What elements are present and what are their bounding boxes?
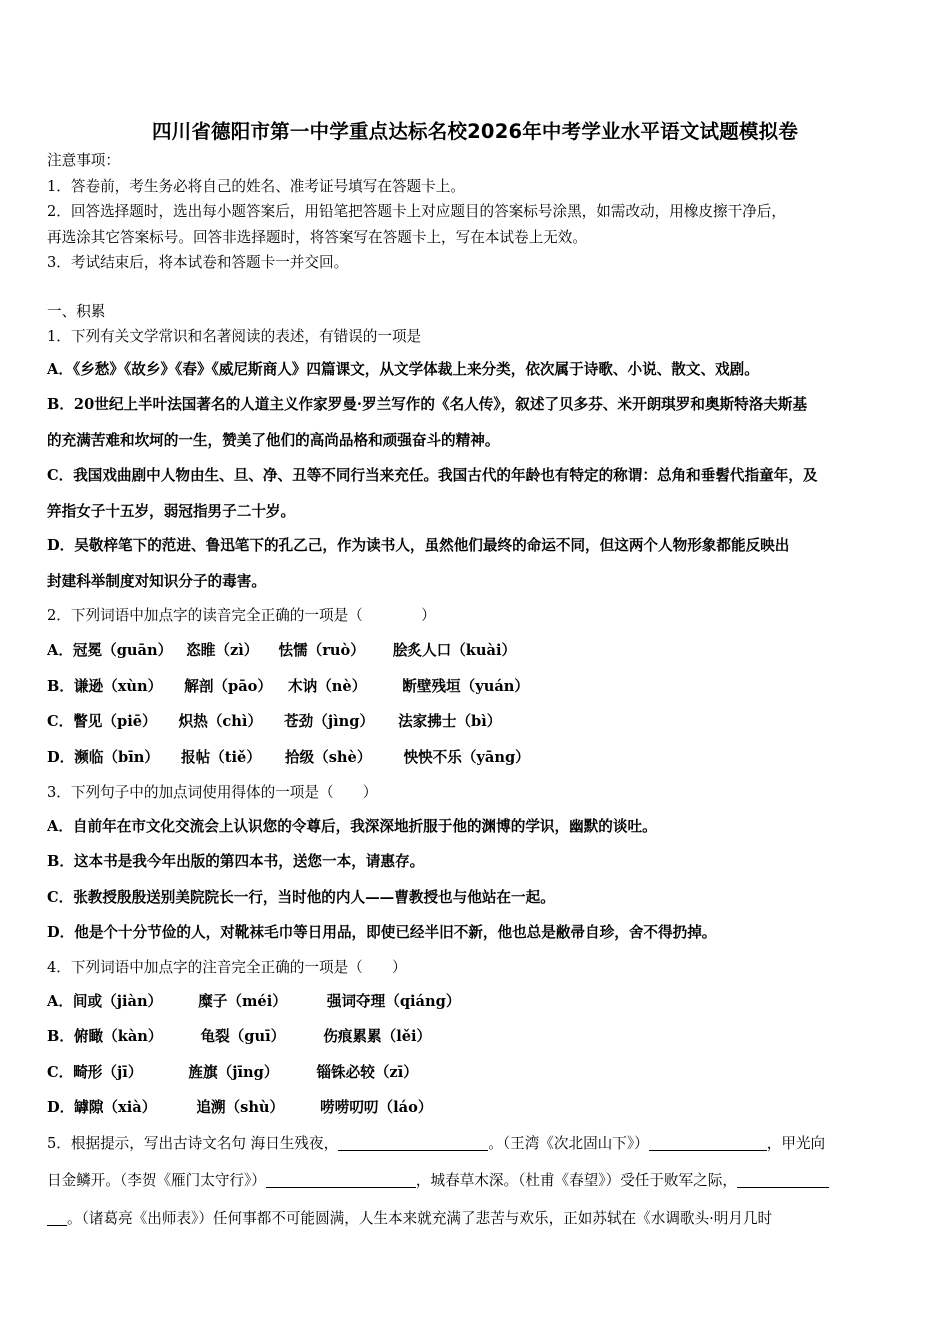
q5-text: 。（王湾《次北固山下》） [488, 1135, 649, 1152]
question-text [47, 1209, 909, 1229]
question-stem: 4．下列词语中加点字的注音完全正确的一项是（ ） [47, 959, 407, 976]
option-d: D．他是个十分节俭的人，对靴袜毛巾等日用品，即使已经半旧不新，他也总是敝帚自珍，舍不得扔掉。 [47, 924, 717, 941]
option-c: C．张教授殷殷送别美院院长一行，当时他的内人——曹教授也与他站在一起。 [47, 889, 555, 906]
word: 报帖（tiě） [180, 749, 261, 766]
word: A．冠冕（guān） [47, 642, 173, 659]
question-stem: 3．下列句子中的加点词使用得体的一项是（ ） [47, 784, 378, 801]
option-b [47, 677, 909, 697]
option-b: B．20世纪上半叶法国著名的人道主义作家罗曼·罗兰写作的《名人传》，叙述了贝多芬、米开朗琪罗和奥斯特洛夫斯基 [47, 396, 808, 413]
word: 旌旗（jīng） [188, 1064, 279, 1081]
notice-item: 1．答卷前，考生务必将自己的姓名、准考证号填写在答题卡上。 [47, 178, 465, 195]
option-c [47, 1063, 909, 1083]
answer-blank[interactable] [649, 1135, 767, 1151]
notice-item: 2．回答选择题时，选出每小题答案后，用铅笔把答题卡上对应题目的答案标号涂黑，如需改动，用橡皮擦干净后， [47, 203, 786, 220]
word: 龟裂（guī） [200, 1028, 286, 1045]
q5-text: ，城春草木深。（杜甫《春望》）受任于败军之际， [415, 1172, 737, 1189]
question-stem [47, 1134, 909, 1154]
word: 怯懦（ruò） [278, 642, 365, 659]
option-b-cont: 的充满苦难和坎坷的一生，赞美了他们的高尚品格和顽强奋斗的精神。 [47, 432, 500, 449]
word: 怏怏不乐（yāng） [403, 749, 530, 766]
option-d-cont: 封建科举制度对知识分子的毒害。 [47, 573, 266, 590]
word: 解剖（pāo） [184, 678, 273, 695]
option-b [47, 1027, 909, 1047]
option-d: D．吴敬梓笔下的范进、鲁迅笔下的孔乙己，作为读书人，虽然他们最终的命运不同，但这两个人物形象都能反映出 [47, 537, 790, 554]
word: 糜子（méi） [198, 993, 287, 1010]
q5-text: 5．根据提示，写出古诗文名句 海日生残夜， [47, 1135, 339, 1152]
option-a [47, 641, 909, 661]
word: 木讷（nè） [288, 678, 367, 695]
q5-text: 日金鳞开。（李贺《雁门太守行》） [47, 1172, 266, 1189]
word: 伤痕累累（lěi） [323, 1028, 432, 1045]
q5-text: 。（诸葛亮《出师表》）任何事都不可能圆满，人生本来就充满了悲苦与欢乐，正如苏轼在《水调歌头·明月几时 [67, 1210, 773, 1227]
word: 恣睢（zì） [186, 642, 259, 659]
question-stem: 2．下列词语中加点字的读音完全正确的一项是（ ） [47, 607, 436, 624]
word: 唠唠叨叨（láo） [320, 1099, 433, 1116]
word: 强词夺理（qiáng） [326, 993, 461, 1010]
q5-text: ，甲光向 [766, 1135, 826, 1152]
option-a: A．自前年在市文化交流会上认识您的令尊后，我深深地折服于他的渊博的学识，幽默的谈吐。 [47, 818, 657, 835]
word: 脍炙人口（kuài） [392, 642, 517, 659]
question-stem: 1．下列有关文学常识和名著阅读的表述，有错误的一项是 [47, 328, 422, 345]
word: A．间或（jiàn） [47, 993, 163, 1010]
word: 断壁残垣（yuán） [402, 678, 530, 695]
option-c: C．我国戏曲剧中人物由生、旦、净、丑等不同行当来充任。我国古代的年龄也有特定的称谓：总角和垂髫代指童年，及 [47, 467, 818, 484]
answer-blank[interactable] [737, 1172, 829, 1188]
section-heading: 一、积累 [47, 303, 106, 320]
option-d [47, 748, 909, 768]
answer-blank[interactable] [338, 1135, 488, 1151]
word: B．俯瞰（kàn） [47, 1028, 163, 1045]
page-title: 四川省德阳市第一中学重点达标名校2026年中考学业水平语文试题模拟卷 [151, 120, 799, 143]
option-a: A．《乡愁》《故乡》《春》《威尼斯商人》四篇课文，从文学体裁上来分类，依次属于诗歌、小说、散文、戏剧。 [47, 361, 759, 378]
answer-blank[interactable] [47, 1210, 67, 1226]
notice-item: 3．考试结束后，将本试卷和答题卡一并交回。 [47, 254, 349, 271]
word: 法家拂士（bì） [398, 713, 502, 730]
word: 苍劲（jìng） [284, 713, 375, 730]
option-b: B．这本书是我今年出版的第四本书，送您一本，请惠存。 [47, 853, 425, 870]
question-text [47, 1171, 909, 1191]
word: C．瞥见（piē） [47, 713, 157, 730]
word: B．谦逊（xùn） [47, 678, 163, 695]
word: 锱铢必较（zī） [316, 1064, 418, 1081]
word: 拾级（shè） [284, 749, 372, 766]
option-c-cont: 笄指女子十五岁，弱冠指男子二十岁。 [47, 503, 296, 520]
notice-heading: 注意事项： [47, 152, 120, 169]
notice-item: 再选涂其它答案标号。回答非选择题时，将答案写在答题卡上，写在本试卷上无效。 [47, 229, 587, 246]
word: D．濒临（bīn） [47, 749, 159, 766]
word: C．畸形（jī） [47, 1064, 143, 1081]
word: 炽热（chì） [178, 713, 263, 730]
option-a [47, 992, 909, 1012]
word: D．罅隙（xià） [47, 1099, 157, 1116]
option-c [47, 712, 909, 732]
answer-blank[interactable] [266, 1172, 416, 1188]
word: 追溯（shù） [196, 1099, 285, 1116]
option-d [47, 1098, 909, 1118]
